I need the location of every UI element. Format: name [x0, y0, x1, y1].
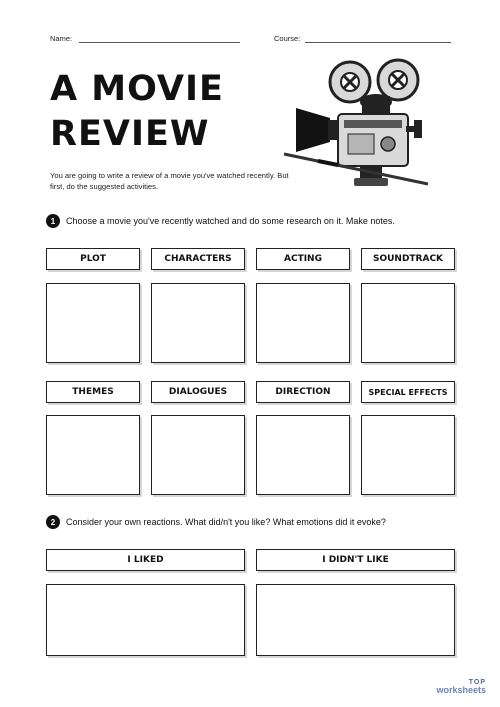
- label-direction: DIRECTION: [256, 381, 350, 403]
- notes-box-dialogues[interactable]: [151, 415, 245, 495]
- logo-top-text: TOP: [468, 679, 486, 686]
- step-1: [46, 214, 395, 228]
- notes-box-soundtrack[interactable]: [361, 283, 455, 363]
- step-1-text: Choose a movie you've recently watched and do some research on it. Make notes.: [66, 216, 395, 226]
- notes-box-acting[interactable]: [256, 283, 350, 363]
- notes-box-plot[interactable]: [46, 283, 140, 363]
- label-acting: ACTING: [256, 248, 350, 270]
- title-line-1: A MOVIE: [50, 69, 224, 109]
- intro-text: You are going to write a review of a movie you've watched recently. But first, do the suggested activities.: [50, 171, 289, 191]
- label-soundtrack: SOUNDTRACK: [361, 248, 455, 270]
- step-2-number: 2: [46, 515, 60, 529]
- label-characters: CHARACTERS: [151, 248, 245, 270]
- name-line[interactable]: [79, 42, 240, 43]
- course-label: Course:: [274, 34, 301, 43]
- label-i-liked: I LIKED: [46, 549, 245, 571]
- notes-box-direction[interactable]: [256, 415, 350, 495]
- notes-box-special-effects[interactable]: [361, 415, 455, 495]
- notes-box-characters[interactable]: [151, 283, 245, 363]
- label-themes: THEMES: [46, 381, 140, 403]
- notes-box-themes[interactable]: [46, 415, 140, 495]
- course-line[interactable]: [305, 42, 451, 43]
- movie-camera-icon: [278, 56, 434, 194]
- label-special-effects: SPECIAL EFFECTS: [361, 381, 455, 403]
- label-plot: PLOT: [46, 248, 140, 270]
- label-i-didnt-like: I DIDN'T LIKE: [256, 549, 455, 571]
- label-dialogues: DIALOGUES: [151, 381, 245, 403]
- title-line-2: REVIEW: [50, 114, 210, 154]
- top-worksheets-logo: [436, 679, 486, 695]
- step-2: [46, 515, 386, 529]
- logo-bottom-text: worksheets: [436, 685, 486, 695]
- step-2-text: Consider your own reactions. What did/n't you like? What emotions did it evoke?: [66, 517, 386, 527]
- notes-box-i-liked[interactable]: [46, 584, 245, 656]
- name-label: Name:: [50, 34, 73, 43]
- step-1-number: 1: [46, 214, 60, 228]
- notes-box-i-didnt-like[interactable]: [256, 584, 455, 656]
